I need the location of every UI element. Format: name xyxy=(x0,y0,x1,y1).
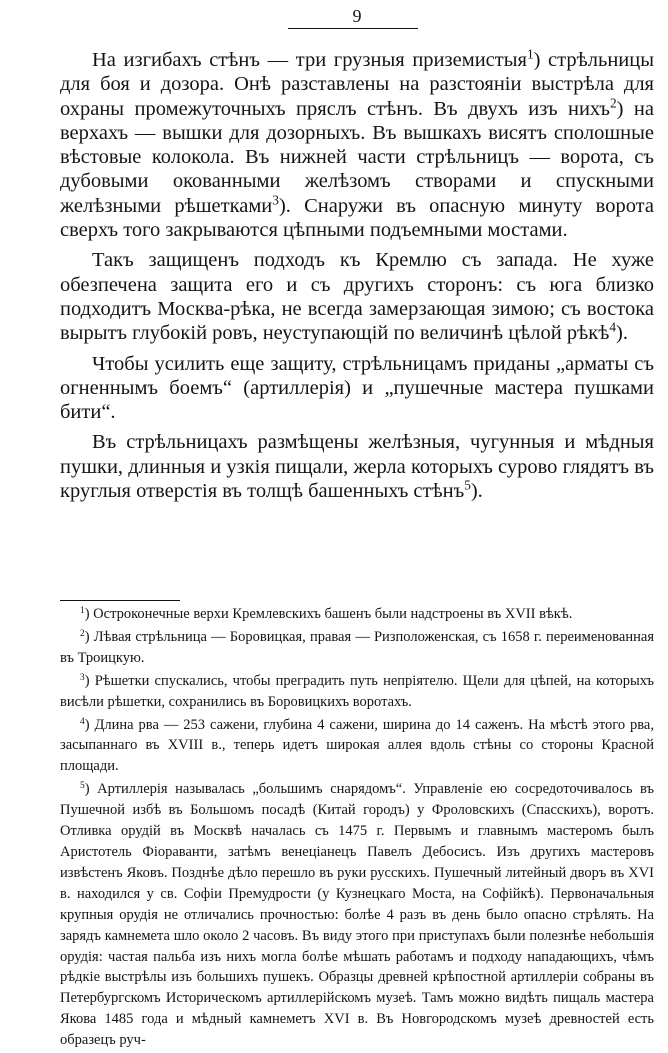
paragraph xyxy=(60,248,654,345)
text-run: Чтобы усилить еще защиту, стрѣльницамъ приданы „арматы съ огненнымъ боемъ“ (артиллерія) и „пушечные мастера пушками бити“. xyxy=(60,352,654,424)
text-run: ) стрѣльницы для боя и дозора. Онѣ разставлены на разстояніи выстрѣла для охраны промежуточныхъ пряслъ стѣнъ. Въ двухъ изъ нихъ xyxy=(60,49,655,120)
book-page xyxy=(60,0,655,1049)
text-run: ) на верхахъ — вышки для дозорныхъ. Въ вышкахъ висятъ сполошные вѣстовые колокола. Въ нижней части стрѣльницъ — ворота, съ дубовыми окованными желѣзомъ створами и спускными желѣзными рѣшетками xyxy=(60,97,654,217)
footnote: $^2$) Лѣвая стрѣльница — Боровицкая, правая — Ризположенская, съ 1658 г. переименованная въ Троицкую. xyxy=(60,628,654,666)
footnote-separator xyxy=(60,600,180,601)
footnote-mark: 2 xyxy=(80,628,85,639)
footnote-ref: 3 xyxy=(272,192,279,208)
text-run: ). xyxy=(470,480,483,503)
footnote-mark: 1 xyxy=(80,605,85,616)
footnote-mark: 4 xyxy=(80,716,85,727)
footnote-mark: 3 xyxy=(80,672,85,683)
paragraph xyxy=(60,48,654,242)
header-rule xyxy=(288,28,418,29)
footnote-ref: 2 xyxy=(610,95,617,111)
text-run: ). Снаружи въ опасную минуту ворота сверхъ того закрываются цѣпными подъемными мостами. xyxy=(60,194,654,242)
footnote: $^4$) Длина рва — 253 сажени, глубина 4 сажени, ширина до 14 саженъ. На мѣстѣ этого рва, засыпаннаго въ XVIII в., теперь идетъ широкая аллея вдоль стѣны со стороны Красной площади. xyxy=(60,716,654,775)
footnote-ref: 1 xyxy=(526,46,534,62)
text-run: ). xyxy=(616,322,628,345)
main-text xyxy=(60,48,654,509)
footnote-text: Остроконечные верхи Кремлевскихъ башенъ были надстроены въ XVII вѣкѣ. xyxy=(93,606,573,622)
text-run: Такъ защищенъ подходъ къ Кремлю съ запада. Не хуже обезпечена защита его и съ другихъ сторонъ: съ юга близко подходитъ Москва-рѣка, не всегда замерзающая зимою; съ востока вырытъ глубокій ровъ, неуступающій по величинѣ цѣлой рѣкѣ xyxy=(60,249,654,345)
footnote-ref: 4 xyxy=(609,319,617,335)
footnote-ref: 5 xyxy=(464,477,471,493)
footnote: $^1$) Остроконечные верхи Кремлевскихъ башенъ были надстроены въ XVII вѣкѣ. xyxy=(80,605,573,622)
footnote: $^5$) Артиллерія называлась „большимъ снарядомъ“. Управленіе ею сосредоточивалось въ Пушечной избѣ въ Большомъ посадѣ (Китай городъ) у Фроловскихъ (Спасскихъ), воротъ. Отливка орудій въ Москвѣ началась съ 1475 г. Первымъ и главнымъ мастеромъ былъ Аристотель Фіораванти, затѣмъ венеціанецъ Павелъ Дебосисъ. Изъ другихъ мастеровъ извѣстенъ Яковъ. Позднѣе дѣло перешло въ руки русскихъ. Пушечный литейный дворъ въ XVI в. находился у св. Софіи Премудрости (у Кузнецкаго Моста, на Софійкѣ). Первоначальныя крупныя орудія не отличались прочностью: болѣе 4 разъ въ день было опасно стрѣлять. На зарядъ камнемета шло около 2 часовъ. Въ виду этого при приступахъ были полезнѣе небольшія орудія: частая пальба изъ нихъ могла болѣе мѣшать работамъ и подходу нападающихъ, чѣмъ рѣдкіе выстрѣлы изъ большихъ пушекъ. Образцы древней крѣпостной артиллеріи собраны въ Петербургскомъ Историческомъ артиллерійскомъ музеѣ. Тамъ можно видѣть пищаль мастера Якова 1485 года и мѣдный камнеметъ XVI в. Въ Новгородскомъ музеѣ древностей есть образецъ руч- xyxy=(60,781,654,1049)
paragraph xyxy=(60,352,654,425)
paragraph xyxy=(60,430,654,503)
page-number: 9 xyxy=(352,6,362,26)
text-run: На изгибахъ стѣнъ — три грузныя приземистыя xyxy=(92,49,527,71)
footnote-text: Рѣшетки спускались, чтобы преградить путь непріятелю. Щели для цѣпей, на которыхъ висѣли рѣшетки, сохранились въ Боровицкихъ воротахъ. xyxy=(60,672,654,710)
footnote-mark: 5 xyxy=(80,781,85,792)
footnote-text: Длина рва — 253 сажени, глубина 4 сажени, ширина до 14 саженъ. На мѣстѣ этого рва, засыпаннаго въ XVIII в., теперь идетъ широкая аллея вдоль стѣны со стороны Красной площади. xyxy=(60,716,654,775)
text-run: Въ стрѣльницахъ размѣщены желѣзныя, чугунныя и мѣдныя пушки, длинныя и узкія пищали, жерла которыхъ сурово глядятъ въ круглыя отверстія въ толщѣ башенныхъ стѣнъ xyxy=(60,431,654,503)
footnote-text: Артиллерія называлась „большимъ снарядомъ“. Управленіе ею сосредоточивалось въ Пушечной избѣ въ Большомъ посадѣ (Китай городъ) у Фроловскихъ (Спасскихъ), воротъ. Отливка орудій въ Москвѣ началась съ 1475 г. Первымъ и главнымъ мастеромъ былъ Аристотель Фіораванти, затѣмъ венеціанецъ Павелъ Дебосисъ. Изъ другихъ мастеровъ извѣстенъ Яковъ. Позднѣе дѣло перешло въ руки русскихъ. Пушечный литейный дворъ въ XVI в. находился у св. Софіи Премудрости (у Кузнецкаго Моста, на Софійкѣ). Первоначальныя крупныя орудія не отличались прочностью: болѣе 4 разъ въ день было опасно стрѣлять. На зарядъ камнемета шло около 2 часовъ. Въ виду этого при приступахъ были полезнѣе небольшія орудія: частая пальба изъ нихъ могла болѣе мѣшать работамъ и подходу нападающихъ, чѣмъ рѣдкіе выстрѣлы изъ большихъ пушекъ. Образцы древней крѣпостной артиллеріи собраны въ Петербургскомъ Историческомъ артиллерійскомъ музеѣ. Тамъ можно видѣть пищаль мастера Якова 1485 года и мѣдный камнеметъ XVI в. Въ Новгородскомъ музеѣ древностей есть образецъ руч- xyxy=(60,781,654,1049)
footnote: $^3$) Рѣшетки спускались, чтобы преградить путь непріятелю. Щели для цѣпей, на которыхъ висѣли рѣшетки, сохранились въ Боровицкихъ воротахъ. xyxy=(60,672,654,710)
footnote-text: Лѣвая стрѣльница — Боровицкая, правая — Ризположенская, съ 1658 г. переименованная въ Троицкую. xyxy=(60,628,654,666)
footnotes xyxy=(60,604,654,1053)
